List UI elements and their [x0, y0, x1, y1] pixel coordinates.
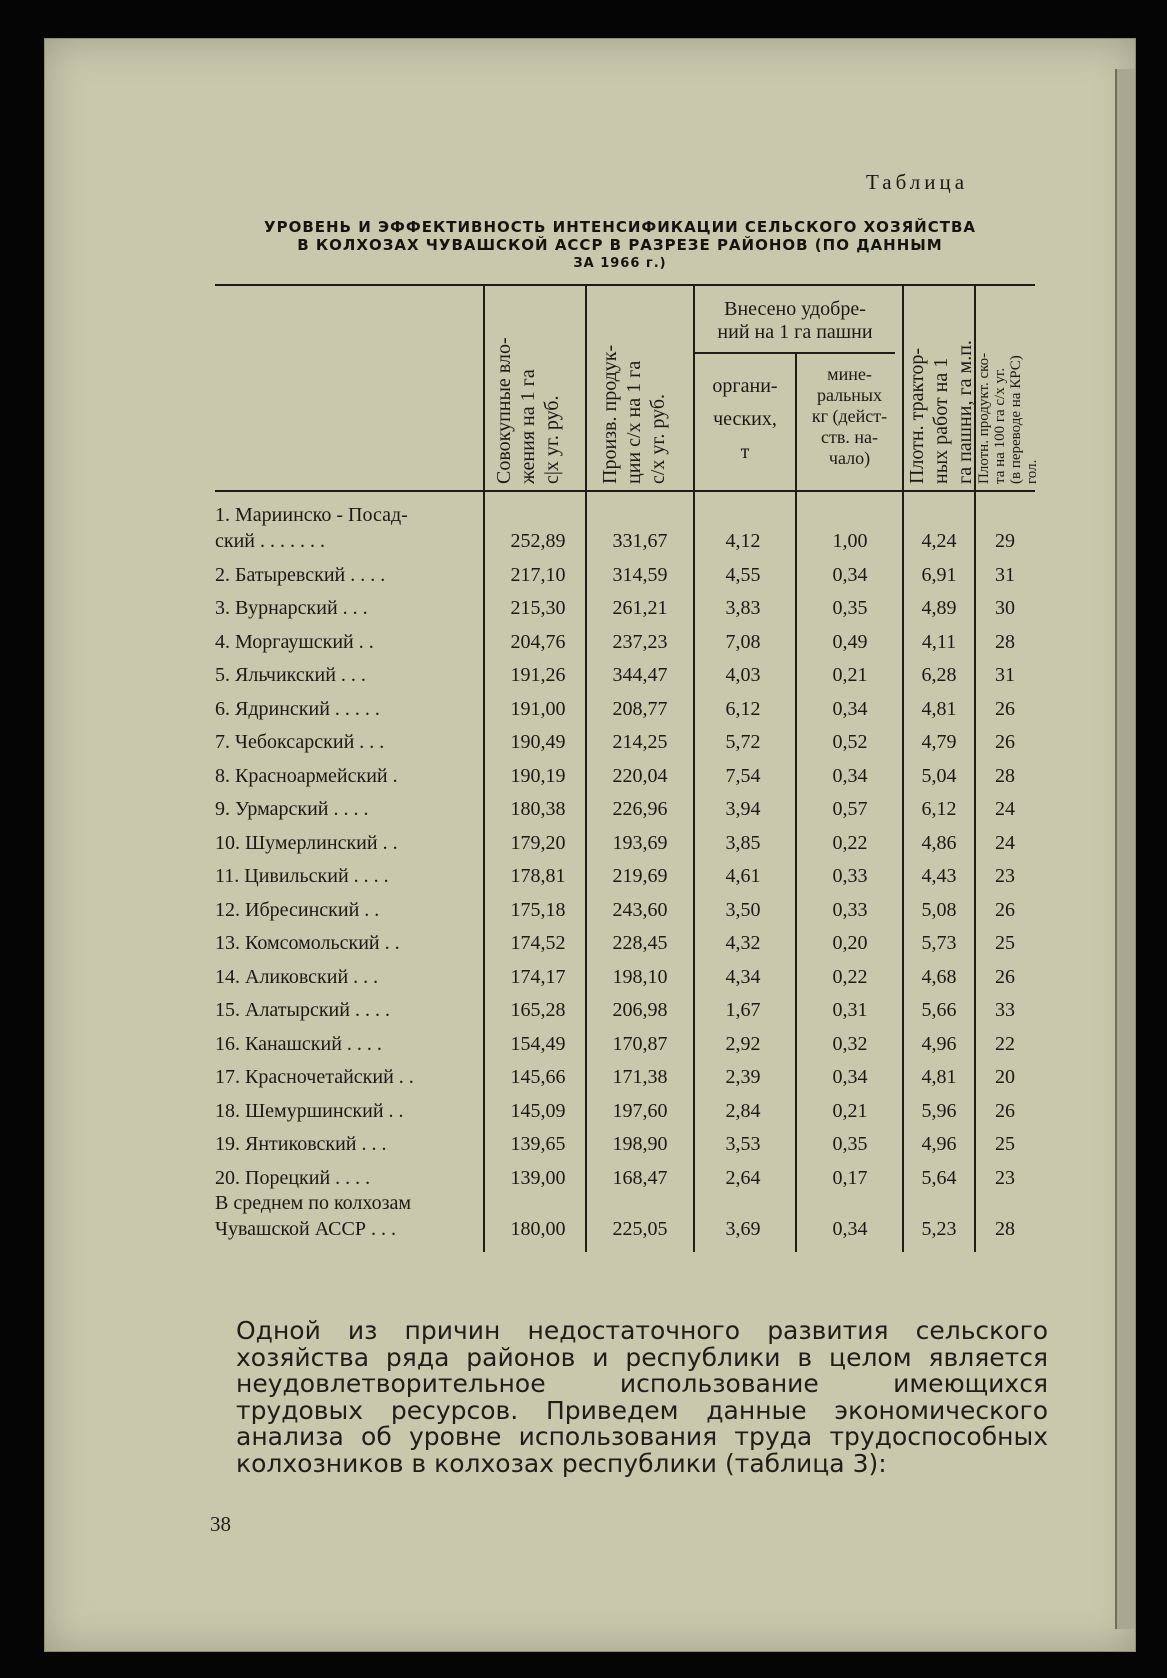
cell-mineral: 0,22	[832, 965, 868, 988]
cell-mineral: 0,21	[832, 664, 868, 686]
cell-production: 220,04	[612, 764, 668, 787]
row-name: 14. Аликовский . . .	[215, 965, 379, 988]
row-name: 17. Красночетайский . .	[215, 1066, 414, 1088]
title-line-1: УРОВЕНЬ И ЭФФЕКТИВНОСТЬ ИНТЕНСИФИКАЦИИ СЕЛЬСКОГО ХОЗЯЙСТВА	[264, 218, 976, 236]
cell-production: 226,96	[612, 798, 668, 820]
cell-tractor: 6,28	[921, 664, 957, 686]
cell-organic: 4,34	[725, 965, 761, 988]
table-top-rule	[215, 284, 1035, 286]
cell-livestock: 31	[995, 563, 1015, 586]
cell-production: 314,59	[612, 563, 668, 586]
cell-investments: 180,38	[510, 798, 566, 820]
cell-investments: 191,00	[510, 697, 566, 720]
cell-mineral: 0,32	[832, 1032, 868, 1055]
cell-production: 228,45	[612, 932, 668, 954]
cell-production: 331,67	[612, 530, 668, 552]
row-name: 11. Цивильский . . . .	[215, 865, 389, 887]
cell-production: 168,47	[612, 1166, 668, 1189]
cell-mineral: 0,21	[832, 1099, 868, 1122]
cell-tractor: 5,66	[921, 999, 957, 1021]
cell-mineral: 0,17	[832, 1166, 868, 1189]
cell-livestock: 24	[995, 831, 1015, 854]
cell-mineral: 0,22	[832, 831, 868, 854]
cell-tractor: 5,08	[921, 898, 957, 921]
cell-livestock: 26	[995, 965, 1015, 988]
cell-organic: 3,53	[725, 1133, 761, 1155]
cell-organic: 4,12	[725, 530, 761, 552]
cell-mineral: 1,00	[832, 530, 868, 552]
cell-investments: 178,81	[510, 865, 566, 887]
cell-organic: 3,69	[725, 1218, 761, 1240]
cell-investments: 190,19	[510, 764, 566, 787]
header-organic: органи- ческих, т	[712, 375, 778, 463]
cell-organic: 6,12	[725, 697, 761, 720]
header-production: Произв. продук- ции с/х на 1 га с/х уг. руб.	[599, 344, 669, 484]
cell-tractor: 5,23	[921, 1218, 957, 1240]
cell-livestock: 28	[995, 1218, 1015, 1240]
row-name-line1: В среднем по колхозам	[215, 1192, 412, 1214]
cell-production: 197,60	[612, 1099, 668, 1122]
row-name: 10. Шумерлинский . .	[215, 831, 398, 854]
cell-livestock: 30	[995, 597, 1015, 619]
cell-investments: 204,76	[510, 630, 566, 653]
cell-organic: 3,83	[725, 597, 761, 619]
cell-livestock: 33	[995, 999, 1015, 1021]
cell-livestock: 23	[995, 865, 1015, 887]
cell-investments: 179,20	[510, 831, 566, 854]
cell-mineral: 0,35	[832, 597, 868, 619]
cell-mineral: 0,35	[832, 1133, 868, 1155]
cell-production: 261,21	[612, 597, 668, 619]
cell-mineral: 0,20	[832, 932, 868, 954]
cell-organic: 4,32	[725, 932, 761, 954]
cell-tractor: 6,91	[921, 563, 957, 586]
header-investments: Совокупные вло- жения на 1 га с|х уг. руб.	[493, 337, 563, 484]
cell-production: 214,25	[612, 731, 668, 753]
cell-investments: 252,89	[510, 530, 566, 552]
cell-mineral: 0,57	[832, 798, 868, 820]
row-name: 20. Порецкий . . . .	[215, 1166, 371, 1189]
cell-investments: 139,00	[510, 1166, 566, 1189]
cell-production: 171,38	[612, 1066, 668, 1088]
cell-tractor: 4,43	[921, 865, 957, 887]
cell-tractor: 4,86	[921, 831, 957, 854]
cell-mineral: 0,34	[832, 764, 868, 787]
header-mineral: мине- ральных кг (дейст- ств. на- чало)	[811, 364, 888, 468]
cell-tractor: 5,04	[921, 764, 957, 787]
cell-tractor: 6,12	[921, 798, 957, 820]
cell-livestock: 23	[995, 1166, 1015, 1189]
cell-organic: 3,94	[725, 798, 761, 820]
cell-organic: 4,61	[725, 865, 761, 887]
cell-livestock: 25	[995, 1133, 1015, 1155]
row-name: 15. Алатырский . . . .	[215, 999, 390, 1021]
cell-production: 208,77	[612, 697, 668, 720]
cell-tractor: 4,96	[921, 1133, 957, 1155]
cell-mineral: 0,52	[832, 731, 868, 753]
cell-tractor: 5,64	[921, 1166, 957, 1189]
row-name: 2. Батыревский . . . .	[215, 563, 386, 586]
cell-tractor: 5,73	[921, 932, 957, 954]
cell-production: 344,47	[612, 664, 668, 686]
cell-production: 219,69	[612, 865, 668, 887]
cell-organic: 2,92	[725, 1032, 761, 1055]
cell-livestock: 28	[995, 630, 1015, 653]
cell-tractor: 5,96	[921, 1099, 957, 1122]
row-name: 5. Яльчикский . . .	[215, 664, 366, 686]
cell-production: 243,60	[612, 898, 668, 921]
row-name: 7. Чебоксарский . . .	[215, 731, 385, 753]
page-number: 38	[210, 1512, 231, 1536]
cell-livestock: 22	[995, 1032, 1015, 1055]
header-livestock: Плотн. продукт. ско- та на 100 га с/х уг. (в переводе на КРС) гол.	[976, 352, 1040, 484]
row-name: ский . . . . . . .	[215, 530, 325, 552]
cell-livestock: 28	[995, 764, 1015, 787]
cell-livestock: 31	[995, 664, 1015, 686]
cell-investments: 180,00	[510, 1218, 566, 1240]
row-name: 6. Ядринский . . . . .	[215, 697, 380, 720]
cell-investments: 174,17	[510, 965, 566, 988]
cell-tractor: 4,81	[921, 1066, 957, 1088]
cell-livestock: 20	[995, 1066, 1015, 1088]
cell-livestock: 26	[995, 731, 1015, 753]
cell-tractor: 4,81	[921, 697, 957, 720]
cell-mineral: 0,34	[832, 563, 868, 586]
row-name: 3. Вурнарский . . .	[215, 597, 368, 619]
row-name: 18. Шемуршинский . .	[215, 1099, 404, 1122]
table-caption: Таблица	[866, 170, 969, 194]
cell-organic: 4,03	[725, 664, 761, 686]
cell-organic: 2,39	[725, 1066, 761, 1088]
title-line-2: В КОЛХОЗАХ ЧУВАШСКОЙ АССР В РАЗРЕЗЕ РАЙОНОВ (ПО ДАННЫМ	[297, 236, 943, 254]
row-name: Чувашской АССР . . .	[215, 1218, 396, 1240]
cell-organic: 1,67	[725, 999, 761, 1021]
cell-organic: 2,64	[725, 1166, 761, 1189]
cell-livestock: 29	[995, 530, 1015, 552]
cell-tractor: 4,89	[921, 597, 957, 619]
cell-investments: 139,65	[510, 1133, 566, 1155]
row-name: 16. Канашский . . . .	[215, 1032, 382, 1055]
cell-livestock: 24	[995, 798, 1015, 820]
cell-mineral: 0,31	[832, 999, 868, 1021]
cell-livestock: 25	[995, 932, 1015, 954]
cell-tractor: 4,24	[921, 530, 957, 552]
cell-tractor: 4,68	[921, 965, 957, 988]
cell-organic: 3,85	[725, 831, 761, 854]
cell-investments: 217,10	[510, 563, 566, 586]
cell-mineral: 0,33	[832, 865, 868, 887]
cell-tractor: 4,11	[921, 630, 957, 653]
cell-investments: 174,52	[510, 932, 566, 954]
cell-production: 170,87	[612, 1032, 668, 1055]
cell-investments: 145,09	[510, 1099, 566, 1122]
cell-investments: 165,28	[510, 999, 566, 1021]
row-name: 19. Янтиковский . . .	[215, 1133, 387, 1155]
cell-production: 198,10	[612, 965, 668, 988]
cell-mineral: 0,34	[832, 1218, 868, 1240]
body-paragraph: Одной из причин недостаточного развития сельского хозяйства ряда районов и республики в целом является неудовлетворительное использование имеющихся трудовых ресурсов. Приведем данные экономического анализа об уровне использования труда трудоспособных колхозников в колхозах республики (таблица 3):	[236, 1316, 1048, 1478]
table-header-rule	[215, 490, 1035, 492]
cell-livestock: 26	[995, 898, 1015, 921]
page-edge	[1115, 69, 1135, 1629]
header-fertilizer-group: Внесено удобре- ний на 1 га пашни	[717, 298, 873, 343]
row-name-line1: 1. Мариинско - Посад-	[215, 504, 408, 526]
row-name: 12. Ибресинский . .	[215, 898, 380, 921]
cell-tractor: 4,96	[921, 1032, 957, 1055]
cell-mineral: 0,34	[832, 697, 868, 720]
cell-livestock: 26	[995, 1099, 1015, 1122]
cell-production: 206,98	[612, 999, 668, 1021]
cell-production: 225,05	[612, 1218, 668, 1240]
cell-investments: 215,30	[510, 597, 566, 619]
cell-investments: 175,18	[510, 898, 566, 921]
title-line-3: ЗА 1966 г.)	[573, 256, 667, 271]
cell-investments: 154,49	[510, 1032, 566, 1055]
cell-production: 237,23	[612, 630, 668, 653]
cell-organic: 4,55	[725, 563, 761, 586]
cell-investments: 190,49	[510, 731, 566, 753]
cell-organic: 3,50	[725, 898, 761, 921]
row-name: 9. Урмарский . . . .	[215, 798, 369, 820]
cell-mineral: 0,34	[832, 1066, 868, 1088]
cell-organic: 2,84	[725, 1099, 761, 1122]
cell-mineral: 0,33	[832, 898, 868, 921]
cell-livestock: 26	[995, 697, 1015, 720]
cell-tractor: 4,79	[921, 731, 957, 753]
row-name: 4. Моргаушский . .	[215, 630, 374, 653]
cell-organic: 7,54	[725, 764, 761, 787]
cell-mineral: 0,49	[832, 630, 868, 653]
row-name: 13. Комсомольский . .	[215, 932, 400, 954]
cell-organic: 5,72	[725, 731, 761, 753]
cell-production: 193,69	[612, 831, 668, 854]
cell-investments: 145,66	[510, 1066, 566, 1088]
cell-organic: 7,08	[725, 630, 761, 653]
cell-production: 198,90	[612, 1133, 668, 1155]
row-name: 8. Красноармейский .	[215, 764, 398, 787]
header-tractor: Плотн. трактор- ных работ на 1 га пашни, га м.п.	[906, 340, 976, 484]
cell-investments: 191,26	[510, 664, 566, 686]
